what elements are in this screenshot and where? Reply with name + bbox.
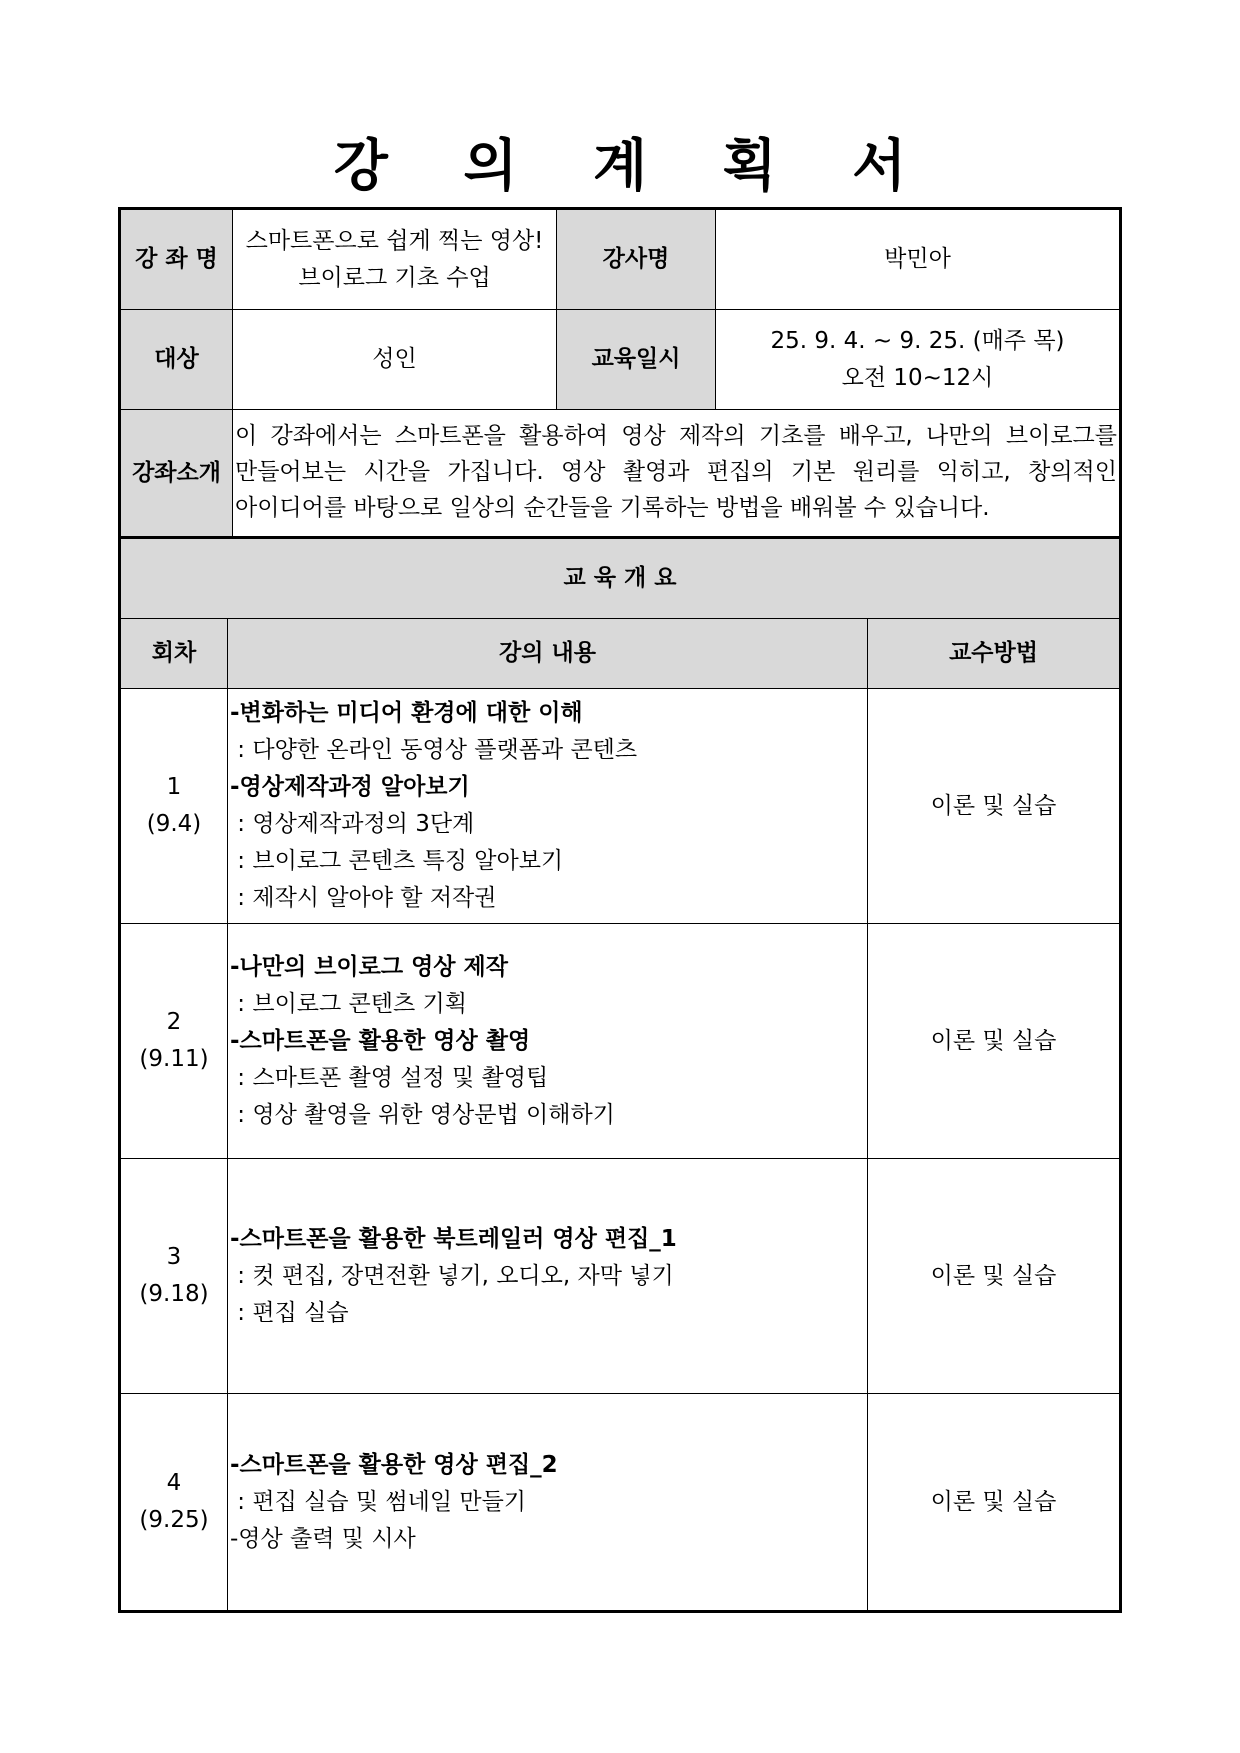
session-number: 4 xyxy=(166,1470,182,1496)
target-label xyxy=(121,310,233,410)
content-line: : 브이로그 콘텐츠 기획 xyxy=(230,990,467,1017)
course-name-label xyxy=(121,210,233,310)
course-name-value xyxy=(233,210,557,310)
schedule-label-text: 교육일시 xyxy=(591,346,681,372)
plan-table xyxy=(118,207,1122,1613)
session-1-content xyxy=(228,689,868,924)
intro-line1: 이 강좌에서는 스마트폰을 활용하여 영상 제작의 기초를 배우고, 나만의 브이로그를 xyxy=(235,423,1117,449)
content-line: : 브이로그 콘텐츠 특징 알아보기 xyxy=(230,848,564,874)
content-line: -스마트폰을 활용한 북트레일러 영상 편집_1 xyxy=(230,1225,677,1252)
content-line: : 스마트폰 촬영 설정 및 촬영팁 xyxy=(230,1064,549,1091)
session-1-method xyxy=(868,689,1119,924)
target-value xyxy=(233,310,557,410)
method-text: 이론 및 실습 xyxy=(930,1488,1057,1515)
overview-heading xyxy=(121,539,1119,619)
content-line: : 편집 실습 및 썸네일 만들기 xyxy=(230,1488,527,1515)
col-header-session xyxy=(121,619,228,689)
session-4-method xyxy=(868,1394,1119,1610)
intro-label-text: 강좌소개 xyxy=(132,459,221,486)
col-header-session-text: 회차 xyxy=(151,640,197,666)
method-text: 이론 및 실습 xyxy=(930,1027,1057,1054)
col-header-content xyxy=(228,619,868,689)
session-3-method xyxy=(868,1159,1119,1394)
content-line: : 제작시 알아야 할 저작권 xyxy=(230,885,497,911)
schedule-label xyxy=(557,310,716,410)
content-line: : 영상제작과정의 3단계 xyxy=(230,811,475,837)
intro-line3: 아이디어를 바탕으로 일상의 순간들을 기록하는 방법을 배워볼 수 있습니다. xyxy=(235,495,990,521)
col-header-content-text: 강의 내용 xyxy=(499,640,596,666)
session-4-content xyxy=(228,1394,868,1610)
schedule-line1: 25. 9. 4. ~ 9. 25. (매주 목) xyxy=(770,327,1065,354)
method-text: 이론 및 실습 xyxy=(930,1262,1057,1289)
intro-paragraph xyxy=(233,418,1119,526)
page-title: 강 의 계 획 서 xyxy=(333,134,935,199)
overview-heading-text: 교 육 개 요 xyxy=(563,565,677,591)
course-name-line2: 브이로그 기초 수업 xyxy=(298,264,491,291)
instructor-name: 박민아 xyxy=(884,246,951,272)
intro-value xyxy=(233,410,1119,539)
target-label-text: 대상 xyxy=(154,346,199,372)
session-number: 2 xyxy=(166,1009,182,1035)
session-2-method xyxy=(868,924,1119,1159)
intro-label xyxy=(121,410,233,539)
course-name-label-text: 강 좌 명 xyxy=(135,246,218,272)
session-3-content xyxy=(228,1159,868,1394)
intro-line2: 만들어보는 시간을 가집니다. 영상 촬영과 편집의 기본 원리를 익히고, 창의적인 xyxy=(235,459,1117,485)
content-line: -스마트폰을 활용한 영상 촬영 xyxy=(230,1027,531,1054)
session-4-number xyxy=(121,1394,228,1610)
session-number: 3 xyxy=(166,1244,182,1270)
session-date: (9.18) xyxy=(139,1281,209,1307)
session-3-number xyxy=(121,1159,228,1394)
instructor-label-text: 강사명 xyxy=(602,246,670,272)
instructor-value xyxy=(716,210,1119,310)
session-2-content xyxy=(228,924,868,1159)
content-line: : 다양한 온라인 동영상 플랫폼과 콘텐츠 xyxy=(230,737,638,763)
method-text: 이론 및 실습 xyxy=(930,792,1057,819)
schedule-line2: 오전 10~12시 xyxy=(841,364,994,391)
content-line: -스마트폰을 활용한 영상 편집_2 xyxy=(230,1451,558,1478)
session-number: 1 xyxy=(166,774,182,800)
content-line: : 컷 편집, 장면전환 넣기, 오디오, 자막 넣기 xyxy=(230,1262,674,1289)
session-2-number xyxy=(121,924,228,1159)
session-1-number xyxy=(121,689,228,924)
session-date: (9.4) xyxy=(146,811,202,837)
content-line: -나만의 브이로그 영상 제작 xyxy=(230,953,508,980)
content-line: -영상제작과정 알아보기 xyxy=(230,774,470,800)
schedule-value xyxy=(716,310,1119,410)
content-line: : 편집 실습 xyxy=(230,1299,349,1326)
target-value-text: 성인 xyxy=(372,346,417,372)
course-name-line1: 스마트폰으로 쉽게 찍는 영상! xyxy=(245,227,544,254)
content-line: : 영상 촬영을 위한 영상문법 이해하기 xyxy=(230,1101,615,1128)
col-header-method-text: 교수방법 xyxy=(949,640,1038,666)
session-date: (9.11) xyxy=(139,1046,209,1072)
col-header-method xyxy=(868,619,1119,689)
content-line: -변화하는 미디어 환경에 대한 이해 xyxy=(230,700,583,726)
content-line: -영상 출력 및 시사 xyxy=(230,1525,416,1552)
instructor-label xyxy=(557,210,716,310)
session-date: (9.25) xyxy=(139,1507,209,1533)
